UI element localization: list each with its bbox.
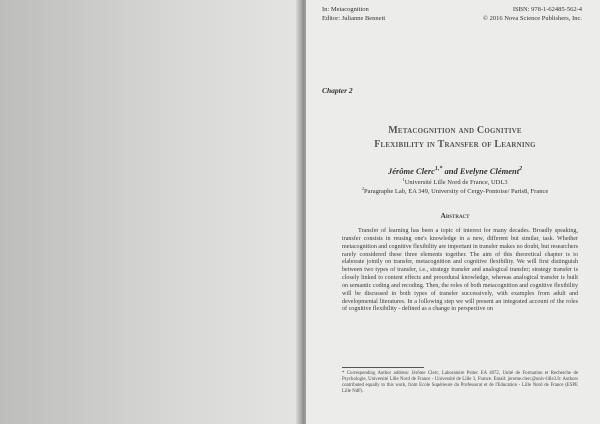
book-title-line: In: Metacognition bbox=[322, 6, 369, 13]
chapter-title-line-1: Metacognition and Cognitive bbox=[388, 125, 522, 136]
abstract-heading: Abstract bbox=[440, 211, 470, 220]
footnote-rule bbox=[342, 367, 424, 368]
footnote-text: Corresponding Author address: Jérôme Clerc, Laboratoire Psitec EA 4072, Unité de Formation et Recherche de Psychologie, Université Lille Nord de France - Université de Lille 3, France. Email: jerome.clerc@univ-lille3.fr. Authors contributed equally to this work, from Ecole Supérieure du Professorat et de l'Education - Lille Nord de France (ESPE Lille NdF). bbox=[342, 371, 579, 395]
running-header-left bbox=[322, 6, 385, 23]
chapter-label: Chapter 2 bbox=[322, 86, 353, 95]
affiliation-1-marker: 1 bbox=[402, 176, 405, 182]
affiliation-2-marker: 2 bbox=[361, 185, 365, 191]
affiliation-2: $^2$Paragraphe Lab, EA 349, University of Cergy-Pontoise/ Paris8, France bbox=[361, 185, 549, 195]
abstract-body: Transfer of learning has been a topic of interest for many decades. Broadly speaking, transfer consists in reusing one's knowledge in a new, different but similar, task. Whether metacognition and cognitive flexibility are important in transfer makes no doubt, but researchers rarely considered these three elements together. The aim of this theoretical chapter is to elaborate jointly on transfer, metacognition and cognitive flexibility. We will first distinguish between two types of transfer, i.e., strategy transfer and analogical transfer; strategy transfer is closely linked to content effects and procedural knowledge, whereas analogical transfer is built on semantic coding and recoding. Then, the roles of both metacognition and cognitive flexibility will be discussed in both types of transfer successively, with examples from adult and developmental literatures. In a following step we will present an integrated account of the roles of cognitive flexibility - defined as a change in perspective on bbox=[342, 228, 578, 313]
isbn-line: ISBN: 978-1-62485-562-4 bbox=[512, 6, 582, 13]
chapter-title-line-2: Flexibility in Transfer of Learning bbox=[374, 139, 536, 150]
affiliation-1: $^1$Université Lille Nord de France, UDL3 bbox=[402, 176, 508, 186]
editor-line: Editor: Julianne Bennett bbox=[322, 14, 386, 22]
author-1-marker: 1,* bbox=[434, 166, 443, 173]
author-2-marker: 2 bbox=[519, 166, 523, 173]
copyright-line: © 2016 Nova Science Publishers, Inc. bbox=[483, 14, 582, 22]
author-2: Evelyne Clément bbox=[459, 166, 520, 176]
running-header-right bbox=[462, 6, 582, 23]
author-line bbox=[312, 166, 598, 176]
author-conjunction: and bbox=[442, 166, 460, 176]
author-1: Jérôme Clerc bbox=[387, 166, 435, 176]
chapter-title bbox=[312, 124, 598, 152]
footnote-marker: * bbox=[342, 371, 345, 376]
footnote bbox=[342, 371, 578, 395]
